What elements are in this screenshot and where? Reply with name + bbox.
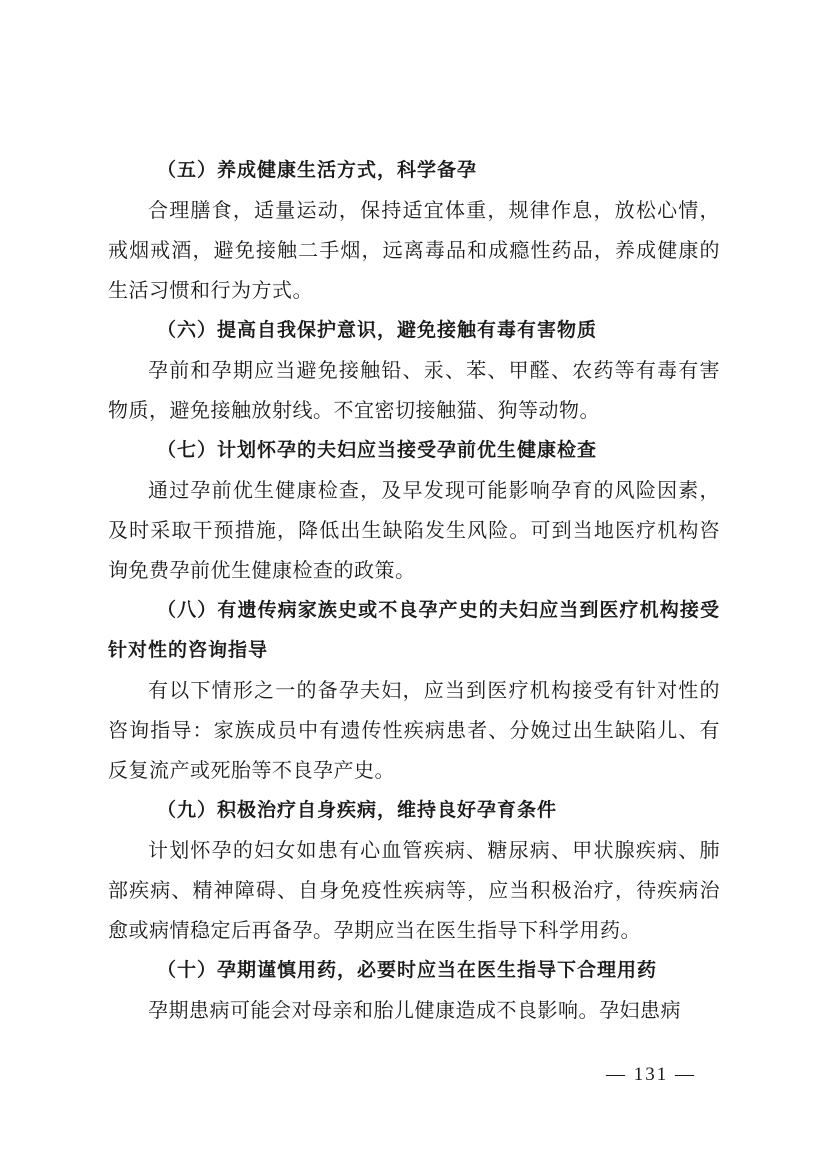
section-heading-8: （八）有遗传病家族史或不良孕产史的夫妇应当到医疗机构接受针对性的咨询指导 [108,599,720,661]
section-body-6: 孕前和孕期应当避免接触铅、汞、苯、甲醛、农药等有毒有害物质，避免接触放射线。不宜密切接触猫、狗等动物。 [108,358,720,422]
document-body [108,150,720,1030]
section-body-5: 合理膳食，适量运动，保持适宜体重，规律作息，放松心情，戒烟戒酒，避免接触二手烟，远离毒品和成瘾性药品，养成健康的生活习惯和行为方式。 [108,198,720,302]
section-heading-7: （七）计划怀孕的夫妇应当接受孕前优生健康检查 [157,439,598,461]
section-body-8: 有以下情形之一的备孕夫妇，应当到医疗机构接受有针对性的咨询指导：家族成员中有遗传性疾病患者、分娩过出生缺陷儿、有反复流产或死胎等不良孕产史。 [108,678,720,782]
section-heading-5: （五）养成健康生活方式，科学备孕 [157,159,478,181]
section-heading-6: （六）提高自我保护意识，避免接触有毒有害物质 [157,319,598,341]
section-body-7: 通过孕前优生健康检查，及早发现可能影响孕育的风险因素，及时采取干预措施，降低出生缺陷发生风险。可到当地医疗机构咨询免费孕前优生健康检查的政策。 [108,478,720,582]
section-heading-10: （十）孕期谨慎用药，必要时应当在医生指导下合理用药 [157,959,658,981]
section-body-10: 孕期患病可能会对母亲和胎儿健康造成不良影响。孕妇患病 [148,998,681,1022]
section-body-9: 计划怀孕的妇女如患有心血管疾病、糖尿病、甲状腺疾病、肺部疾病、精神障碍、自身免疫性疾病等，应当积极治疗，待疾病治愈或病情稳定后再备孕。孕期应当在医生指导下科学用药。 [108,838,720,942]
section-heading-9: （九）积极治疗自身疾病，维持良好孕育条件 [157,799,558,821]
page-number: — 131 — [606,1064,696,1085]
